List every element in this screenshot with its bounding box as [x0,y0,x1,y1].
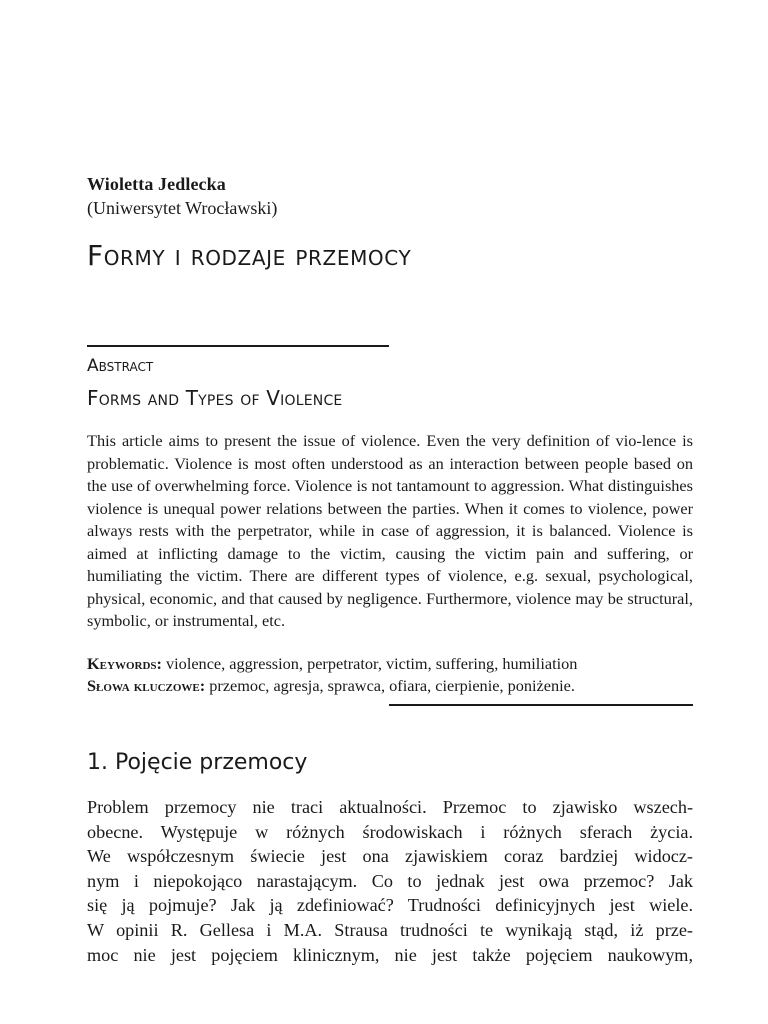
section-body [87,795,693,967]
section-line: obecne. Występuje w różnych środowiskach i różnych sferach życia. [87,821,693,842]
abstract-label: Abstract [87,356,154,376]
keywords-pl-label: Słowa kluczowe: [87,676,206,695]
keywords-pl [87,675,693,697]
keywords-en-label: Keywords: [87,654,162,673]
author-affiliation: (Uniwersytet Wrocławski) [87,198,278,218]
abstract-title: Forms and Types of Violence [87,386,343,410]
keywords-en-value: violence, aggression, perpetrator, victim, suffering, humiliation [161,654,578,673]
section-heading: 1. Pojęcie przemocy [87,750,308,775]
section-line: moc nie jest pojęciem klinicznym, nie jest także pojęciem naukowym, [87,944,693,965]
section-line: W opinii R. Gellesa i M.A. Strausa trudności te wynikają stąd, iż prze- [87,919,693,940]
section-line: nym i niepokojąco narastającym. Co to jednak jest owa przemoc? Jak [87,870,693,891]
keywords-block [87,653,693,697]
keywords-en [87,653,693,675]
abstract-top-rule [87,345,389,347]
section-line: się ją pojmuje? Jak ją zdefiniować? Trudności definicyjnych jest wiele. [87,895,693,916]
section-line: Problem przemocy nie traci aktualności. Przemoc to zjawisko wszech- [87,797,693,817]
article-title: Formy i rodzaje przemocy [87,239,412,272]
section-line: We współczesnym świecie jest ona zjawiskiem coraz bardziej widocz- [87,846,693,867]
abstract-bottom-rule [389,704,693,706]
abstract-body: This article aims to present the issue of violence. Even the very definition of vio-lence is problematic. Violence is most often understood as an interaction between people based on the use of overwhelming force. Violence is not tantamount to aggression. What distinguishes violence is unequal power relations between the parties. When it comes to violence, power always rests with the perpetrator, while in case of aggression, it is balanced. Violence is aimed at inflicting damage to the victim, causing the victim pain and suffering, or humiliating the victim. There are different types of violence, e.g. sexual, psychological, physical, economic, and that caused by negligence. Furthermore, violence may be structural, symbolic, or instrumental, etc. [87,431,693,630]
author-name: Wioletta Jedlecka [87,174,226,194]
keywords-pl-value: przemoc, agresja, sprawca, ofiara, cierpienie, poniżenie. [205,676,575,695]
